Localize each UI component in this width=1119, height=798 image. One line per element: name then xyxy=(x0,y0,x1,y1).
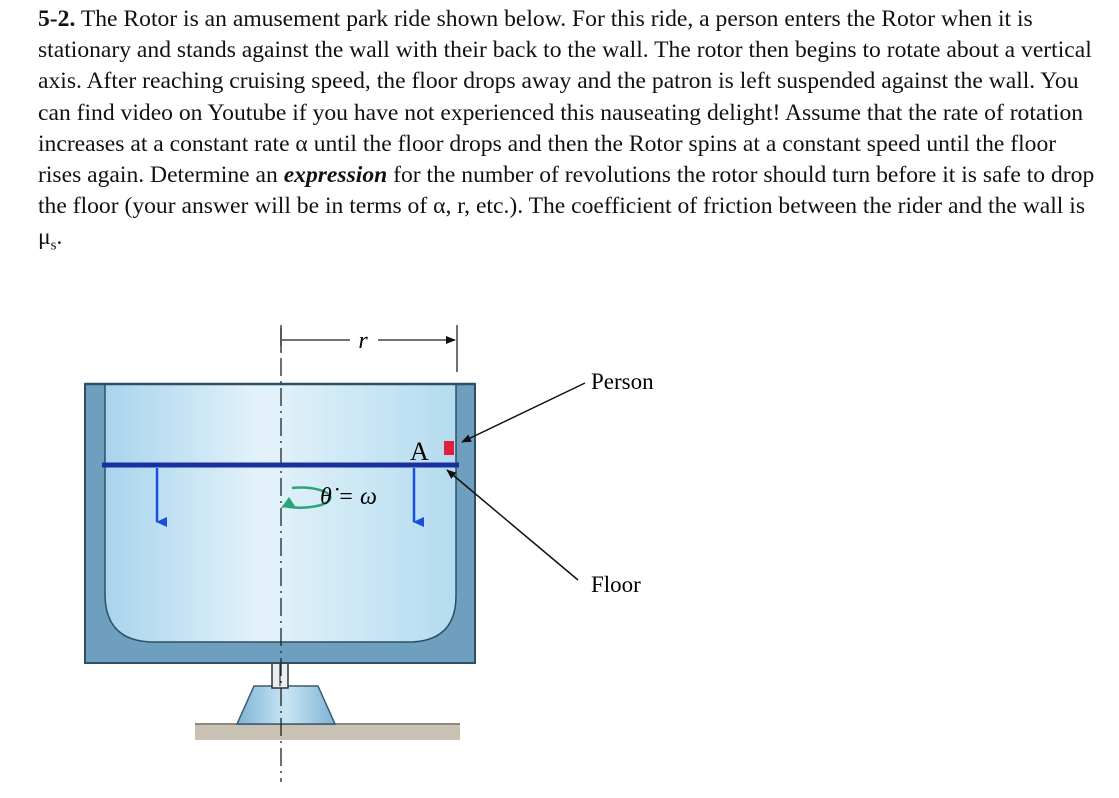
floor-callout-label: Floor xyxy=(591,572,641,597)
angular-velocity-label: θ̇ = ω xyxy=(320,484,377,510)
person-callout-line xyxy=(462,383,585,442)
problem-text-end: . xyxy=(56,224,63,251)
problem-text-part-2: for the number of revolutions the rotor should turn before it is safe to drop the floor (your answer will be in terms of α, r, etc.). The coefficient of friction between the rider and the wall is μ xyxy=(38,162,1095,251)
person-marker xyxy=(444,441,454,455)
dimension-label: r xyxy=(358,328,368,354)
problem-text-part-1: The Rotor is an amusement park ride shown below. For this ride, a person enters the Rotor when it is stationary and stands against the wall with their back to the wall. The rotor then begins to rotate about a vertical axis. After reaching cruising speed, the floor drops away and the patron is left suspended against the wall. You can find video on Youtube if you have not experienced this nauseating delight! Assume that the rate of rotation increases at a constant rate α until the floor drops and then the Rotor spins at a constant speed until the floor rises again. Determine an xyxy=(38,6,1092,189)
point-label: A xyxy=(410,437,429,466)
person-callout-label: Person xyxy=(591,369,654,394)
mu-subscript: s xyxy=(50,238,57,255)
ground xyxy=(195,724,460,740)
problem-number: 5-2. xyxy=(38,6,76,32)
problem-emphasis: expression xyxy=(283,162,388,189)
pedestal xyxy=(237,686,335,724)
